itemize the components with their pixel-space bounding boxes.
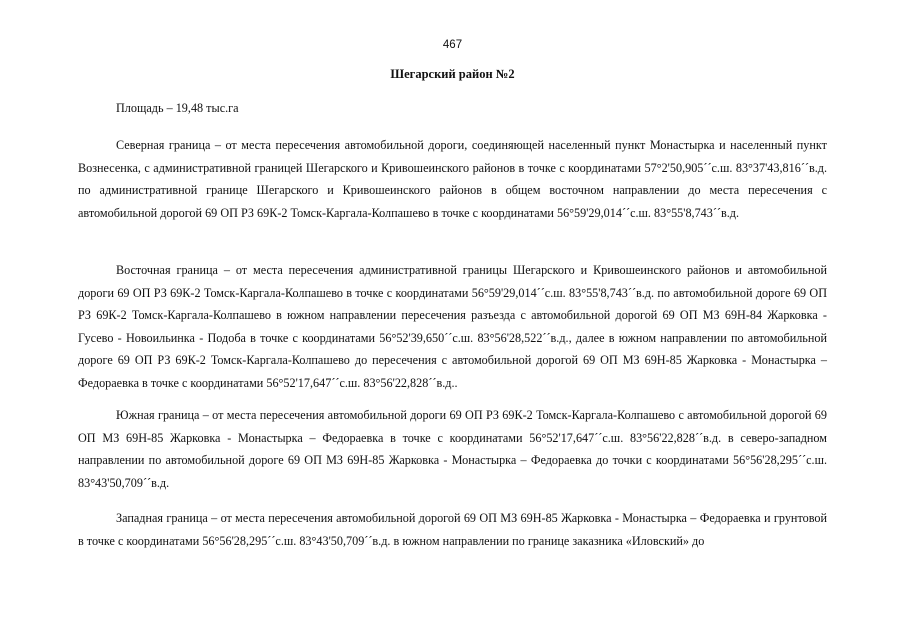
page-number: 467 bbox=[442, 39, 463, 51]
south-border-paragraph: Южная граница – от места пересечения автомобильной дороги 69 ОП РЗ 69К-2 Томск-Каргала-Колпашево с автомобильной дорогой 69 ОП МЗ 69Н-85 Жарковка - Монастырка – Федораевка в точке с координатами 56°52'17,647´´с.ш. 83°56'22,828´´в.д. в северо-западном направлении по автомобильной дороге 69 ОП МЗ 69Н-85 Жарковка - Монастырка – Федораевка до точки с координатами 56°56'28,295´´с.ш. 83°43'50,709´´в.д. bbox=[78, 408, 827, 490]
west-border-paragraph: Западная граница – от места пересечения автомобильной дорогой 69 ОП МЗ 69Н-85 Жарковка - Монастырка – Федораевка и грунтовой в точке с координатами 56°56'28,295´´с.ш. 83°43'50,709´´в.д. в южном направлении по границе заказника «Иловский» до bbox=[78, 511, 827, 548]
north-border-paragraph: Северная граница – от места пересечения автомобильной дороги, соединяющей населенный пункт Монастырка и населенный пункт Вознесенка, с административной границей Шегарского и Кривошеинского районов в точке с координатами 57°2'50,905´´с.ш. 83°37'43,816´´в.д. по административной границе Шегарского и Кривошеинского районов в общем восточном направлении до места пересечения с автомобильной дорогой 69 ОП РЗ 69К-2 Томск-Каргала-Колпашево в точке с координатами 56°59'29,014´´с.ш. 83°55'8,743´´в.д. bbox=[78, 138, 827, 220]
page-title: Шегарский район №2 bbox=[390, 67, 515, 81]
east-border-paragraph: Восточная граница – от места пересечения административной границы Шегарского и Кривошеинского районов и автомобильной дороги 69 ОП РЗ 69К-2 Томск-Каргала-Колпашево в точке с координатами 56°59'29,014´´с.ш. 83°55'8,743´´в.д. по автомобильной дороге 69 ОП РЗ 69К-2 Томск-Каргала-Колпашево в южном направлении пересечения разъезда с автомобильной дорогой 69 ОП МЗ 69Н-84 Жарковка - Гусево - Новоильинка - Подоба в точке с координатами 56°52'39,650´´с.ш. 83°56'28,522´´в.д., далее в южном направлении по автомобильной дороге 69 ОП РЗ 69К-2 Томск-Каргала-Колпашево до пересечения с автомобильной дорогой 69 ОП МЗ 69Н-85 Жарковка - Монастырка – Федораевка в точке с координатами 56°52'17,647´´с.ш. 83°56'22,828´´в.д.. bbox=[78, 263, 827, 390]
area-paragraph: Площадь – 19,48 тыс.га bbox=[116, 101, 239, 115]
